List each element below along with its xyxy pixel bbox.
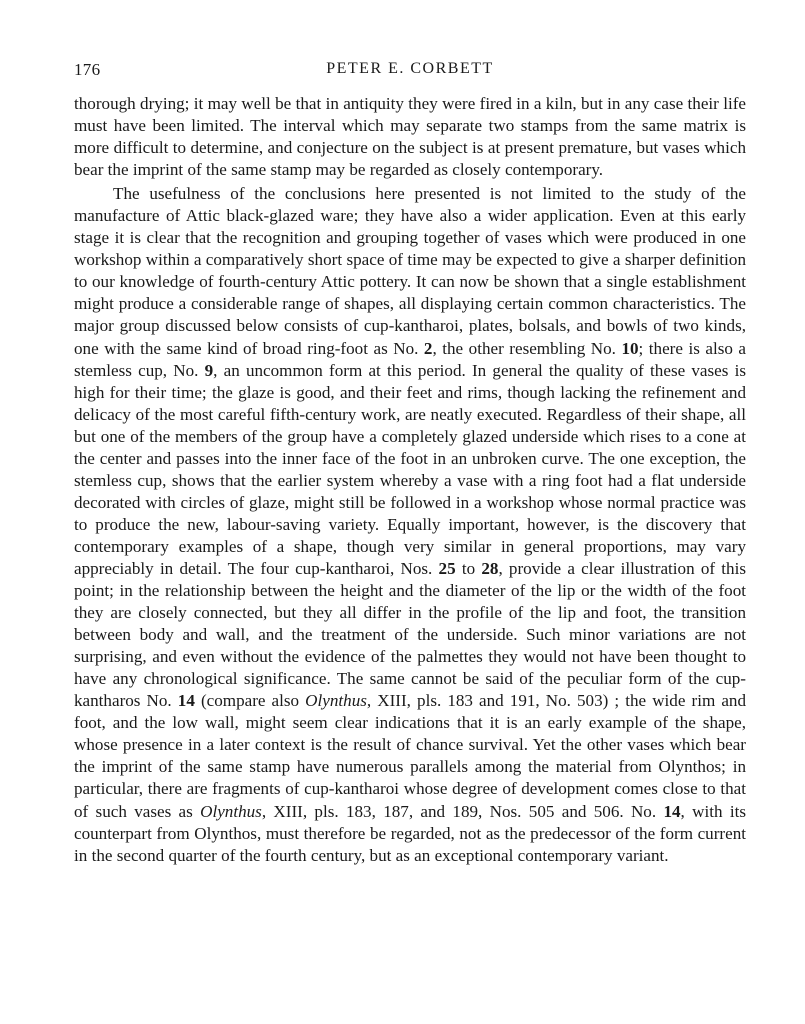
paragraph-main bbox=[74, 183, 746, 866]
text-run: , XIII, pls. 183 and 191, No. 503) ; the wide rim and foot, and the low wall, might seem clear indications that it is an early example of the shape, whose presence in a later context is the result of chance survival. Yet the other vases which bear the imprint of the same stamp have numerous parallels among the material from Olynthos; in particular, there are fragments of cup-kantharoi whose degree of development comes close to that of such vases as bbox=[74, 691, 746, 821]
body-text bbox=[74, 93, 746, 867]
page-number: 176 bbox=[74, 60, 101, 79]
text-run: to bbox=[455, 558, 482, 578]
publication-title: Olynthus bbox=[200, 801, 262, 821]
text-run: , XIII, pls. 183, 187, and 189, Nos. 505 and 506. No. bbox=[261, 801, 664, 821]
paragraph-continuation bbox=[74, 93, 746, 181]
text-run: ; there is also a stemless cup, No. bbox=[74, 338, 747, 380]
text-run: The usefulness of the conclusions here presented is not limited to the study of the manufacture of Attic black-glazed ware; they have also a wider application. Even at this early stage it is clear that the recognition and grouping together of vases which were produced in one workshop within a comparatively short space of time may be expected to give a sharper definition to our knowledge of fourth-century Attic pottery. It can now be shown that a single establishment might produce a considerable range of shapes, all displaying certain common characteristics. The major group discussed below consists of cup-kantharoi, plates, bolsals, and bowls of two kinds, one with the same kind of broad ring-foot as No. bbox=[74, 184, 746, 358]
text-run: (compare also bbox=[194, 691, 306, 711]
catalogue-number: 10 bbox=[621, 338, 639, 358]
text-run: , the other resembling No. bbox=[432, 338, 622, 358]
running-title: PETER E. CORBETT bbox=[326, 60, 494, 77]
catalogue-number: 9 bbox=[204, 360, 214, 380]
catalogue-number: 28 bbox=[481, 558, 499, 578]
text-run: thorough drying; it may well be that in antiquity they were fired in a kiln, but in any case their life must have been limited. The interval which may separate two stamps from the same matrix is more difficult to determine, and conjecture on the subject is at present premature, but vases which bear the imprint of the same stamp may be regarded as closely contemporary. bbox=[74, 94, 746, 180]
catalogue-number: 25 bbox=[438, 558, 456, 578]
text-run: , provide a clear illustration of this point; in the relationship between the height and the diameter of the lip or the width of the foot they are closely connected, but they all differ in the profile of the lip and foot, the transition between body and wall, and the treatment of the underside. Such minor variations are not surprising, and even without the evidence of the palmettes they would not have been thought to have any chronological significance. The same cannot be said of the peculiar form of the cup-kantharos No. bbox=[74, 558, 746, 711]
text-run: , with its counterpart from Olynthos, must therefore be regarded, not as the predecessor of the form current in the second quarter of the fourth century, but as an exceptional contemporary variant. bbox=[74, 801, 746, 865]
catalogue-number: 14 bbox=[177, 691, 195, 711]
running-head bbox=[74, 60, 746, 82]
publication-title: Olynthus bbox=[305, 691, 367, 711]
text-run: , an uncommon form at this period. In general the quality of these vases is high for their time; the glaze is good, and their feet and rims, though lacking the refinement and delicacy of the most careful fifth-century work, are neatly executed. Regardless of their shape, all but one of the members of the group have a completely glazed underside which rises to a cone at the center and passes into the inner face of the foot in an unbroken curve. The one exception, the stemless cup, shows that the earlier system whereby a vase with a ring foot had a flat underside decorated with circles of glaze, might still be followed in a workshop whose normal practice was to produce the new, labour-saving variety. Equally important, however, is the discovery that contemporary examples of a shape, though very similar in general proportions, may vary appreciably in detail. The four cup-kantharoi, Nos. bbox=[74, 360, 746, 578]
catalogue-number: 14 bbox=[663, 801, 681, 821]
catalogue-number: 2 bbox=[423, 338, 433, 358]
